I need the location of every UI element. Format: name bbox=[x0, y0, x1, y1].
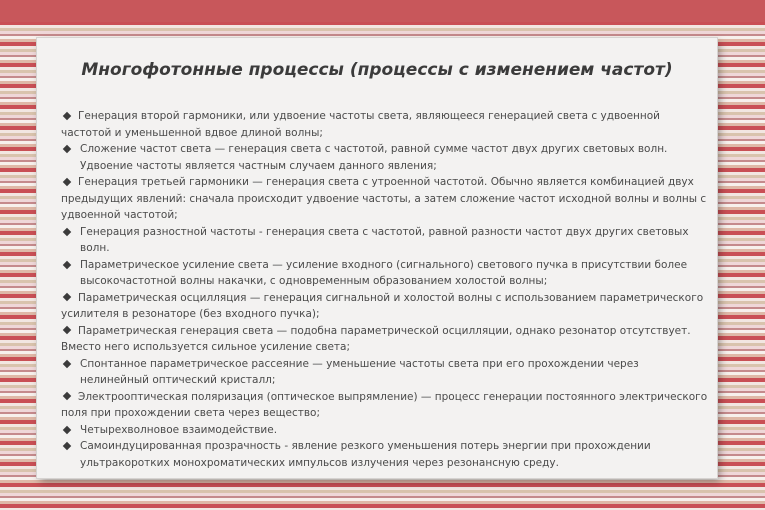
list-item bbox=[61, 224, 711, 257]
list-item-text: Параметрическое усиление света — усиление входного (сигнального) светового пучка в присутствии более высокочастотной волны накачки, с одновременным образованием холостой волны; bbox=[80, 258, 688, 287]
list-item bbox=[61, 108, 711, 141]
bullet-icon bbox=[63, 425, 71, 433]
bullet-icon bbox=[63, 442, 71, 450]
list-item bbox=[61, 141, 711, 174]
bullet-icon bbox=[63, 260, 71, 268]
bullet-icon bbox=[63, 326, 71, 334]
list-item bbox=[61, 438, 711, 471]
slide-title: Многофотонные процессы (процессы с изменением частот) bbox=[81, 60, 673, 80]
list-item bbox=[61, 422, 711, 439]
list-item-text: Четырехволновое взаимодействие. bbox=[80, 423, 278, 436]
list-item-text: Спонтанное параметрическое рассеяние — уменьшение частоты света при его прохождении через нелинейный оптический кристалл; bbox=[80, 357, 639, 386]
list-item-text: Генерация третьей гармоники — генерация света с утроенной частотой. Обычно является комбинацией двух предыдущих явлений: сначала происходит удвоение частоты, а затем сложение частот исходной волны и волны с удвоенной частотой; bbox=[61, 176, 707, 221]
list-item-text: Самоиндуцированная прозрачность - явление резкого уменьшения потерь энергии при прохождении ультракоротких монохроматических импульсов излучения через резонансную среду. bbox=[80, 440, 651, 469]
bullet-icon bbox=[63, 145, 71, 153]
list-item-text: Генерация второй гармоники, или удвоение частоты света, являющееся генерацией света с удвоенной частотой и уменьшенной вдвое длиной волны; bbox=[61, 110, 661, 139]
list-item bbox=[61, 356, 711, 389]
bullet-icon bbox=[63, 111, 71, 119]
list-item-text: Параметрическая осцилляция — генерация сигнальной и холостой волны с использованием параметрического усилителя в резонаторе (без входного пучка); bbox=[61, 291, 704, 320]
slide-panel bbox=[37, 38, 717, 478]
list-item-text: Электрооптическая поляризация (оптическое выпрямление) — процесс генерации постоянного электрического поля при прохождении света через вещество; bbox=[61, 390, 708, 419]
bullet-icon bbox=[63, 392, 71, 400]
bullet-list bbox=[61, 108, 711, 471]
list-item-text: Генерация разностной частоты - генерация света с частотой, равной разности частот двух других световых волн. bbox=[80, 225, 689, 254]
bullet-icon bbox=[63, 177, 71, 185]
list-item-text: Параметрическая генерация света — подобна параметрической осцилляции, однако резонатор отсутствует. Вместо него используется сильное усиление света; bbox=[61, 324, 691, 353]
list-item bbox=[61, 257, 711, 290]
bullet-icon bbox=[63, 227, 71, 235]
bullet-icon bbox=[63, 293, 71, 301]
list-item bbox=[61, 290, 711, 323]
list-item bbox=[61, 174, 711, 224]
list-item-text: Сложение частот света — генерация света с частотой, равной сумме частот двух других световых волн. Удвоение частоты является частным случаем данного явления; bbox=[80, 143, 668, 172]
top-stripe bbox=[0, 0, 765, 22]
list-item bbox=[61, 323, 711, 356]
bullet-icon bbox=[63, 359, 71, 367]
list-item bbox=[61, 389, 711, 422]
